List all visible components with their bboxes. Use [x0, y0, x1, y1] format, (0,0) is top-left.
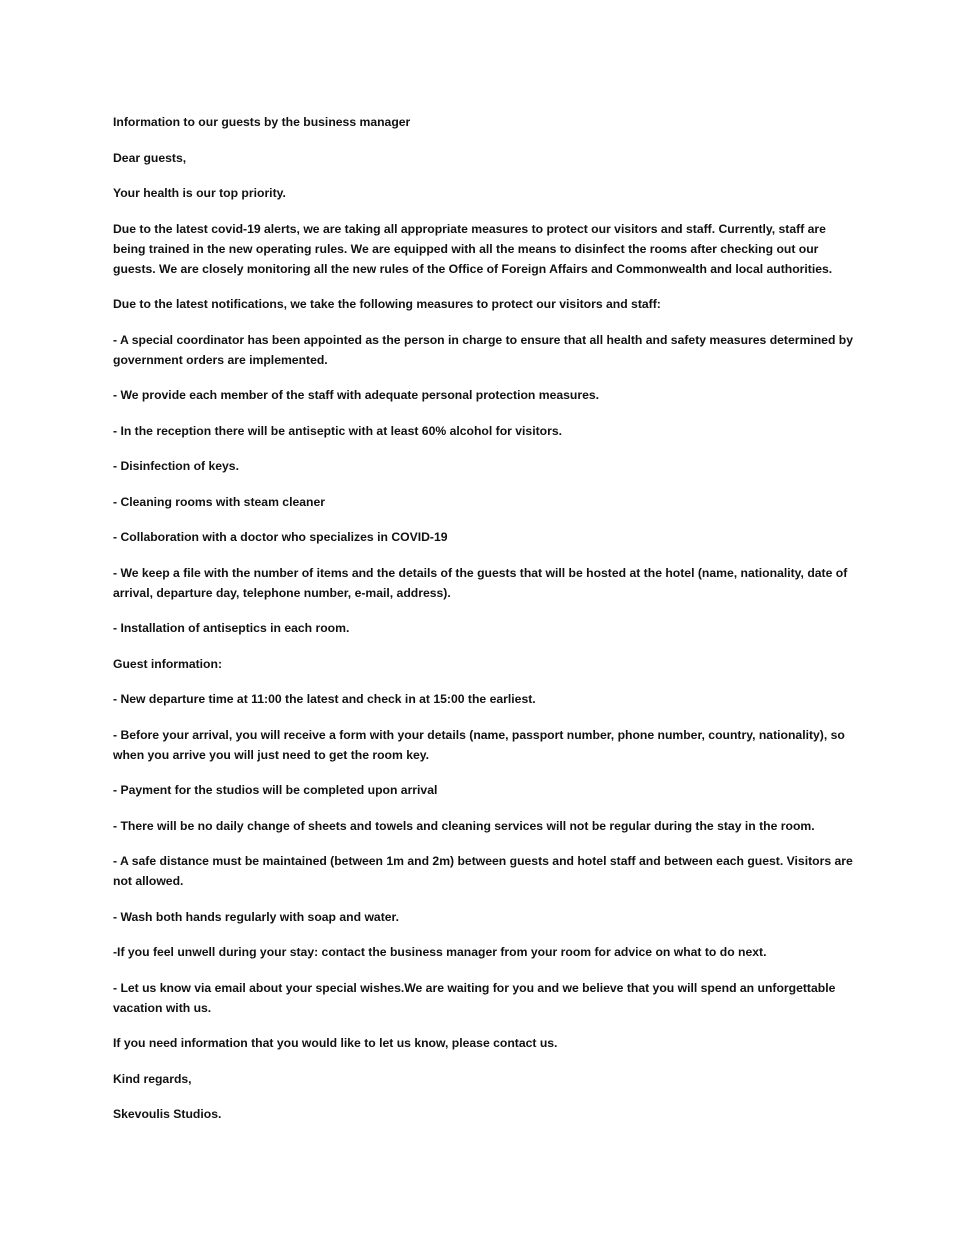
guest-info-item: - Payment for the studios will be completed upon arrival — [113, 783, 438, 797]
letter-document — [113, 112, 853, 1140]
signature: Skevoulis Studios. — [113, 1107, 222, 1121]
salutation: Dear guests, — [113, 150, 187, 165]
letter-heading: Information to our guests by the business manager — [113, 115, 411, 129]
measure-item: - Disinfection of keys. — [113, 459, 239, 473]
measure-item: - In the reception there will be antiseptic with at least 60% alcohol for visitors. — [113, 423, 563, 438]
measure-item: - Collaboration with a doctor who specializes in COVID-19 — [113, 530, 448, 544]
guest-info-item: - There will be no daily change of sheets and towels and cleaning services will not be regular during the stay in the room. — [113, 818, 815, 833]
measures-intro: Due to the latest notifications, we take the following measures to protect our visitors and staff: — [113, 297, 661, 311]
guest-info-item: - Let us know via email about your special wishes.We are waiting for you and we believe that you will spend an unforgettable vacation with us. — [113, 980, 836, 1015]
measure-item: - Cleaning rooms with steam cleaner — [113, 494, 325, 509]
guest-info-item: - Before your arrival, you will receive a form with your details (name, passport number, phone number, country, nationality), so when you arrive you will just need to get the room key. — [113, 727, 845, 762]
guest-info-item: - Wash both hands regularly with soap and water. — [113, 909, 399, 924]
sign-off: Kind regards, — [113, 1071, 192, 1086]
guest-info-item: - New departure time at 11:00 the latest and check in at 15:00 the earliest. — [113, 692, 536, 706]
guest-info-item: - A safe distance must be maintained (between 1m and 2m) between guests and hotel staff and between each guest. Visitors are not allowed. — [113, 854, 853, 888]
measure-item: - We keep a file with the number of items and the details of the guests that will be hosted at the hotel (name, nationality, date of arrival, departure day, telephone number, e-mail, address). — [113, 565, 848, 600]
measure-item: - Installation of antiseptics in each room. — [113, 621, 350, 635]
covid-measures-paragraph: Due to the latest covid-19 alerts, we are taking all appropriate measures to protect our visitors and staff. Currently, staff are being trained in the new operating rules. We are equipped with all the means to disinfect the rooms after checking out our guests. We are closely monitoring all the new rules of the Office of Foreign Affairs and Commonwealth and local authorities. — [113, 221, 833, 276]
closing-note: If you need information that you would like to let us know, please contact us. — [113, 1036, 558, 1050]
guest-info-heading: Guest information: — [113, 656, 223, 671]
measure-item: - We provide each member of the staff with adequate personal protection measures. — [113, 388, 600, 402]
measure-item: - A special coordinator has been appointed as the person in charge to ensure that all health and safety measures determined by government orders are implemented. — [113, 332, 854, 367]
intro-line: Your health is our top priority. — [113, 186, 286, 200]
guest-info-item: -If you feel unwell during your stay: contact the business manager from your room for advice on what to do next. — [113, 945, 767, 959]
